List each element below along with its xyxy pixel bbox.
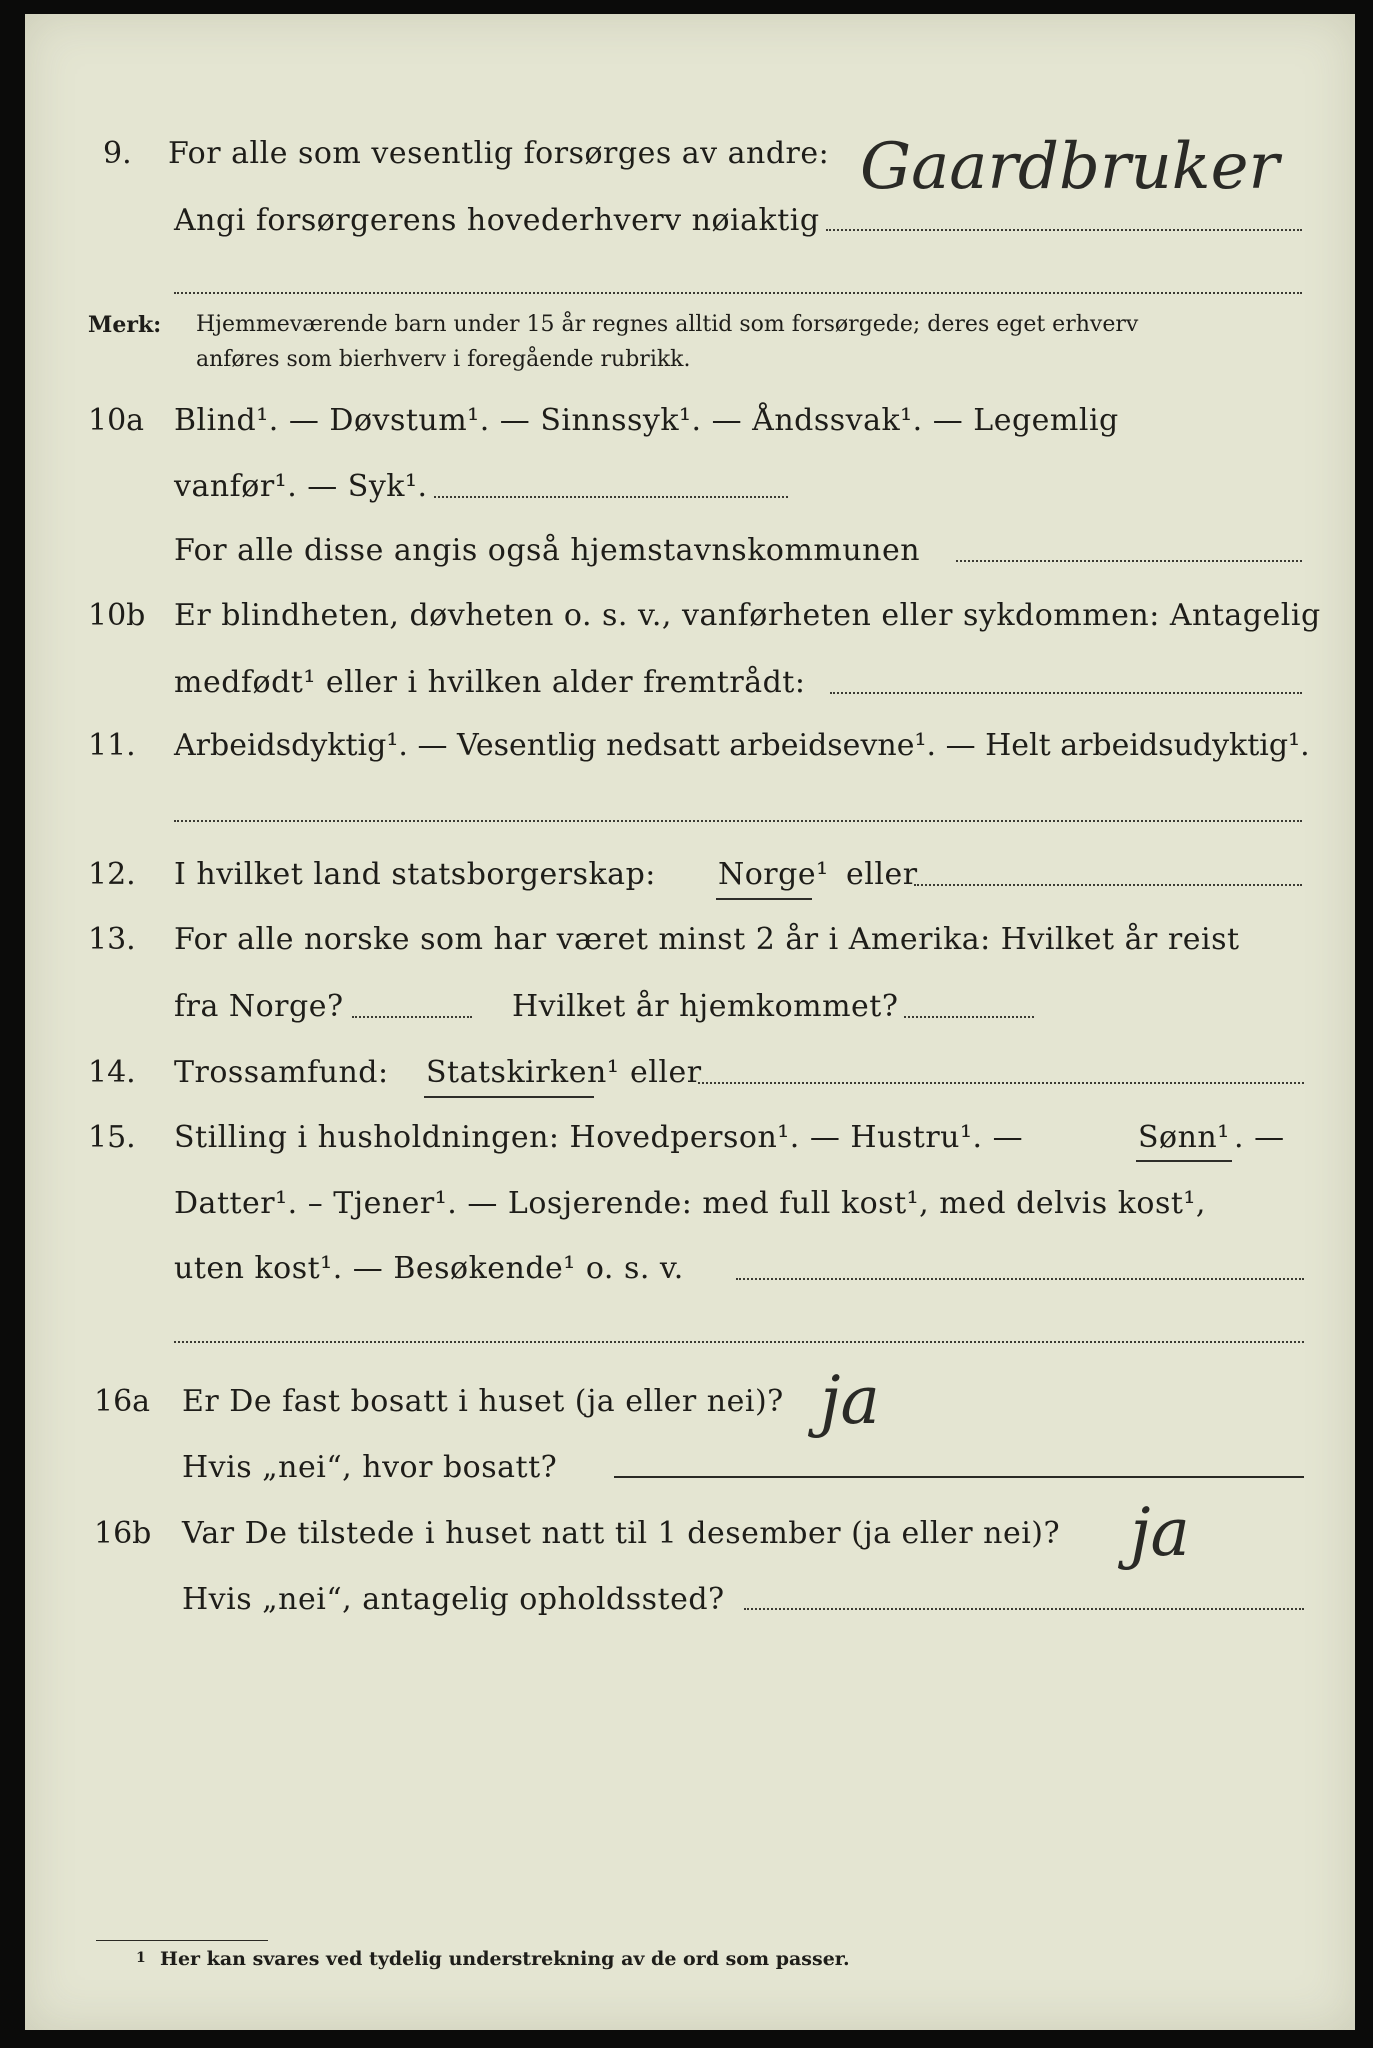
q16b-line1: Var De tilstede i huset natt til 1 desember (ja eller nei)?: [182, 1516, 1061, 1551]
q14-option-statskirken: Statskirken¹: [426, 1055, 620, 1090]
q16a-number: 16a: [94, 1384, 151, 1419]
q9-extra-line: [174, 292, 1302, 294]
q14-number: 14.: [88, 1055, 136, 1090]
q16b-line2: Hvis „nei“, antagelig opholdssted?: [182, 1582, 725, 1617]
footnote-mark: 1: [136, 1950, 146, 1966]
q15-line1a: Stilling i husholdningen: Hovedperson¹. — Hustru¹. —: [174, 1120, 1024, 1155]
q13-hjemkommet-line: [904, 1016, 1034, 1018]
q10b-number: 10b: [88, 598, 146, 633]
q10a-number: 10a: [88, 403, 145, 438]
q15-line2: Datter¹. – Tjener¹. — Losjerende: med full kost¹, med delvis kost¹,: [174, 1186, 1206, 1221]
q16a-handwritten-answer: ja: [820, 1362, 880, 1439]
q9-answer-line: [826, 229, 1302, 231]
merk-line1: Hjemmeværende barn under 15 år regnes alltid som forsørgede; deres eget erhverv: [196, 312, 1139, 337]
footnote-text: Her kan svares ved tydelig understrekning av de ord som passer.: [160, 1948, 850, 1970]
q12-norge-underline: [716, 898, 812, 900]
merk-label: Merk:: [88, 312, 162, 338]
q10a-line1: Blind¹. — Døvstum¹. — Sinnssyk¹. — Åndssvak¹. — Legemlig: [174, 403, 1119, 438]
q9-handwritten-answer: Gaardbruker: [860, 130, 1280, 204]
q15-answer-line: [736, 1278, 1304, 1280]
q13-line1: For alle norske som har været minst 2 år i Amerika: Hvilket år reist: [174, 922, 1240, 957]
q16b-handwritten-answer: ja: [1130, 1494, 1190, 1571]
q12-answer-line: [914, 884, 1302, 886]
q13-reist-line: [352, 1016, 472, 1018]
q10b-answer-line: [830, 692, 1302, 694]
q15-extra-line: [174, 1341, 1304, 1343]
q12-post: eller: [846, 857, 918, 892]
q16b-answer-line: [744, 1608, 1304, 1610]
q11-number: 11.: [88, 728, 136, 763]
q10a-line2: vanfør¹. — Syk¹.: [174, 469, 428, 504]
q11-answer-line: [174, 820, 1302, 822]
q16a-answer-line: [614, 1476, 1304, 1478]
q10b-line2: medfødt¹ eller i hvilken alder fremtrådt:: [174, 665, 806, 700]
q11-line1: Arbeidsdyktig¹. — Vesentlig nedsatt arbeidsevne¹. — Helt arbeidsudyktig¹.: [174, 728, 1310, 763]
q9-line2: Angi forsørgerens hovederhverv nøiaktig: [174, 203, 820, 238]
q12-pre: I hvilket land statsborgerskap:: [174, 857, 656, 892]
q16a-line2: Hvis „nei“, hvor bosatt?: [182, 1450, 558, 1485]
q10b-line1: Er blindheten, døvheten o. s. v., vanførheten eller sykdommen: Antagelig: [174, 598, 1321, 633]
q16a-line1: Er De fast bosatt i huset (ja eller nei)?: [182, 1384, 784, 1419]
q10a-line3: For alle disse angis også hjemstavnskommunen: [174, 533, 921, 568]
q13-line2b: Hvilket år hjemkommet?: [512, 989, 899, 1024]
q15-line3: uten kost¹. — Besøkende¹ o. s. v.: [174, 1251, 684, 1286]
q15-sonn-underline: [1136, 1160, 1232, 1162]
q9-number: 9.: [103, 136, 132, 171]
q15-line1c: . —: [1234, 1120, 1285, 1155]
q14-post: eller: [630, 1055, 702, 1090]
merk-line2: anføres som bierhverv i foregående rubrikk.: [196, 347, 691, 372]
q15-number: 15.: [88, 1120, 136, 1155]
q10a-syk-line: [434, 496, 788, 498]
q9-line1: For alle som vesentlig forsørges av andre:: [168, 136, 830, 171]
q10a-hjemstavn-line: [956, 560, 1302, 562]
footnote-rule: [96, 1940, 268, 1941]
q14-statskirken-underline: [424, 1096, 594, 1098]
q12-number: 12.: [88, 857, 136, 892]
q15-option-sonn: Sønn¹: [1138, 1120, 1230, 1155]
q16b-number: 16b: [94, 1516, 152, 1551]
q14-pre: Trossamfund:: [174, 1055, 389, 1090]
q14-answer-line: [698, 1082, 1304, 1084]
q12-option-norge: Norge¹: [718, 857, 829, 892]
q13-line2a: fra Norge?: [174, 989, 344, 1024]
q13-number: 13.: [88, 922, 136, 957]
